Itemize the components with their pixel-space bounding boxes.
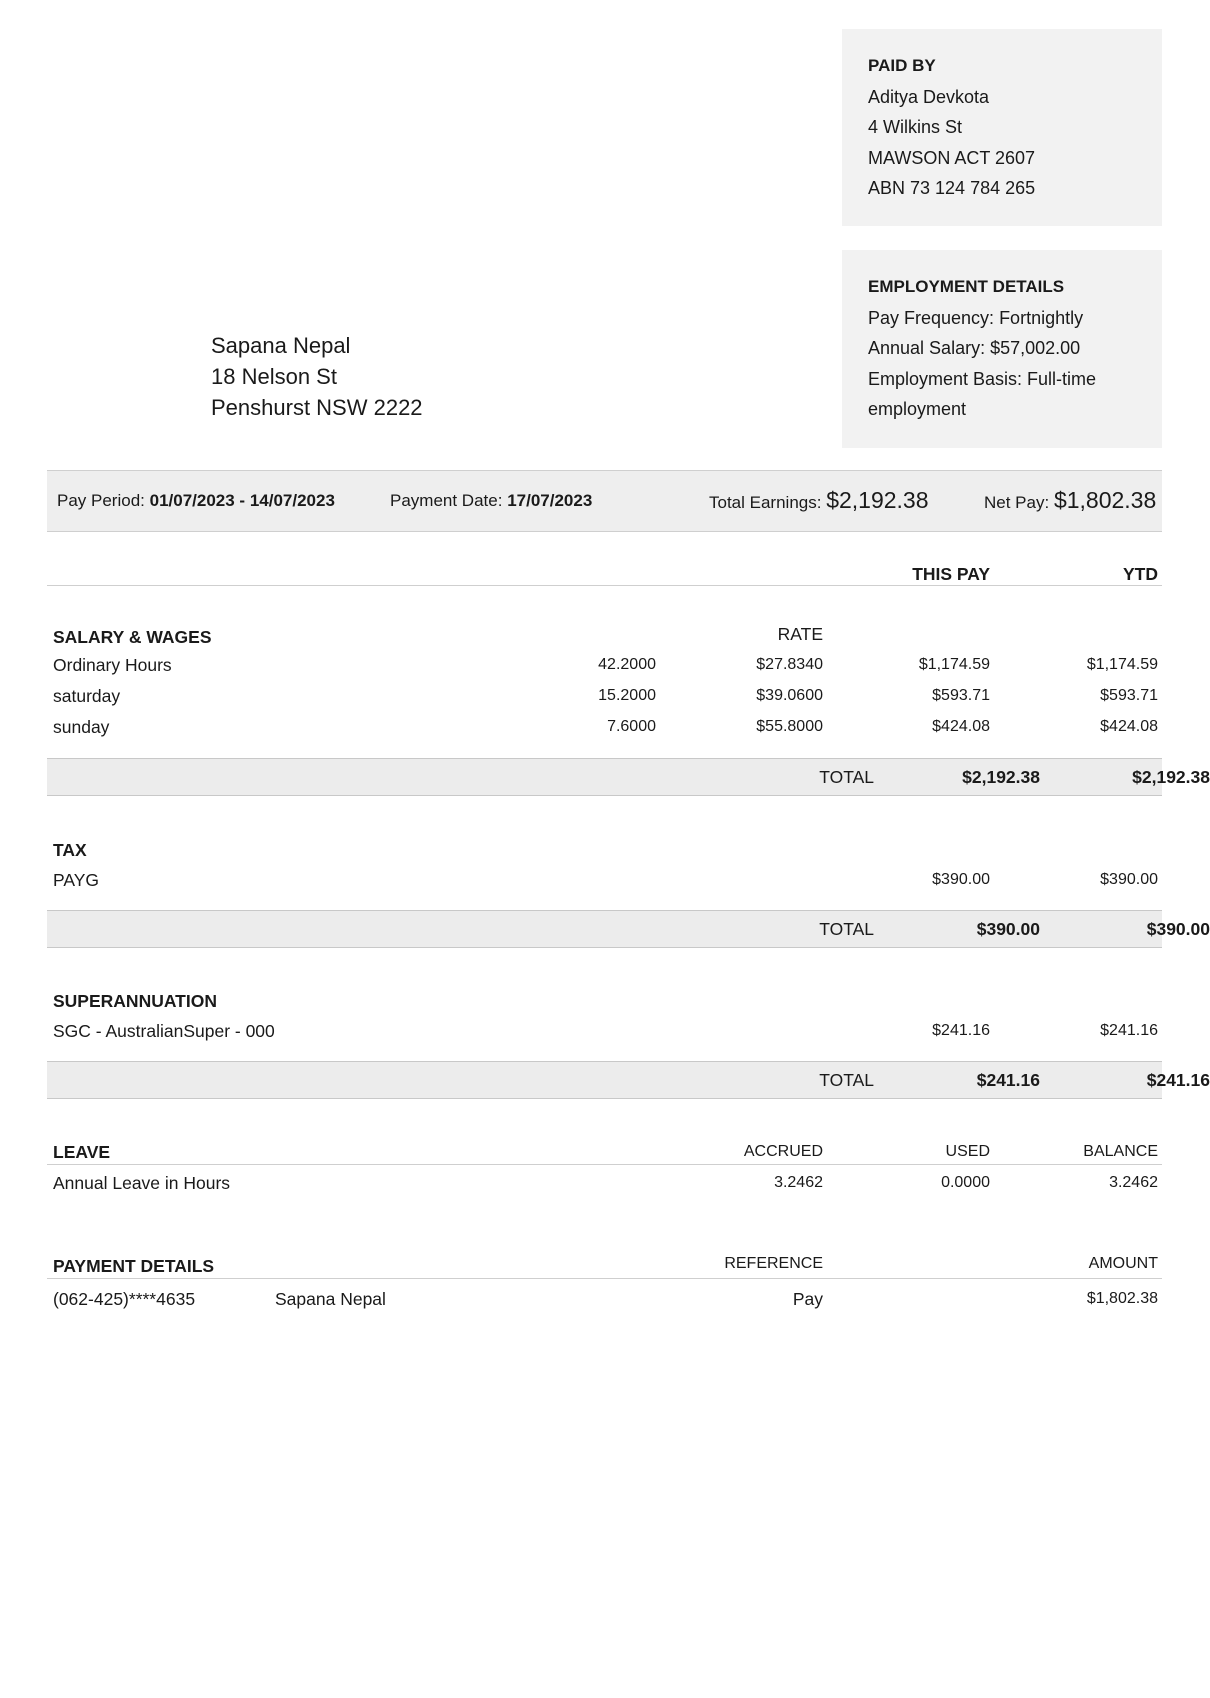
- salary-total-ytd: $2,192.38: [1132, 767, 1210, 787]
- leave-row-accrued: 3.2462: [774, 1174, 823, 1191]
- payment-row-name: Sapana Nepal: [275, 1289, 386, 1309]
- payment-header-divider: [47, 1278, 1162, 1279]
- salary-row-ytd: $593.71: [1100, 687, 1158, 704]
- super-total-ytd: $241.16: [1146, 1070, 1210, 1090]
- payment-amount-label: AMOUNT: [1088, 1255, 1158, 1272]
- employment-basis: Employment Basis: Full-time: [868, 368, 1097, 389]
- employer-street: 4 Wilkins St: [868, 117, 963, 137]
- salary-row-this-pay: $593.71: [932, 687, 990, 704]
- employer-city: MAWSON ACT 2607: [868, 147, 1036, 168]
- tax-row-ytd: $390.00: [1100, 871, 1158, 888]
- tax-row-this-pay: $390.00: [932, 871, 990, 888]
- salary-row-rate: $39.0600: [756, 687, 823, 704]
- salary-row-this-pay: $1,174.59: [918, 656, 990, 673]
- total-earnings-value: $2,192.38: [826, 487, 929, 513]
- salary-row-hours: 15.2000: [598, 687, 656, 704]
- rate-label: RATE: [777, 624, 823, 644]
- net-pay-value: $1,802.38: [1053, 487, 1157, 513]
- leave-accrued-label: ACCRUED: [743, 1143, 823, 1160]
- salary-row-ytd: $424.08: [1100, 718, 1158, 735]
- total-earnings-label: Total Earnings:: [709, 493, 822, 512]
- column-header-divider: [47, 585, 1162, 586]
- super-total-band: [47, 1061, 1210, 1099]
- recipient-address: [211, 330, 423, 423]
- employer-abn: ABN 73 124 784 265: [868, 178, 1036, 198]
- paid-by-box: [842, 29, 1162, 226]
- tax-total-ytd: $390.00: [1146, 919, 1210, 939]
- payment-date-label: Payment Date:: [390, 491, 503, 510]
- tax-heading: TAX: [53, 840, 87, 860]
- pay-frequency: Pay Frequency: Fortnightly: [868, 307, 1084, 328]
- salary-row-hours: 7.6000: [607, 718, 656, 735]
- leave-used-label: USED: [945, 1143, 990, 1160]
- salary-row-hours: 42.2000: [598, 656, 656, 673]
- leave-header-divider: [47, 1164, 1162, 1165]
- super-row-this-pay: $241.16: [932, 1022, 990, 1039]
- tax-total-this-pay: $390.00: [976, 919, 1040, 939]
- leave-heading: LEAVE: [53, 1142, 111, 1162]
- super-row-label: SGC - AustralianSuper - 000: [53, 1021, 275, 1041]
- super-heading: SUPERANNUATION: [53, 991, 217, 1011]
- employment-basis-cont: employment: [868, 399, 967, 419]
- col-this-pay: THIS PAY: [912, 564, 990, 584]
- recipient-city: Penshurst NSW 2222: [211, 395, 423, 420]
- salary-total-band: [47, 758, 1210, 796]
- recipient-street: 18 Nelson St: [211, 364, 337, 389]
- payment-date-value: 17/07/2023: [507, 491, 593, 510]
- salary-row-this-pay: $424.08: [932, 718, 990, 735]
- salary-total-this-pay: $2,192.38: [962, 767, 1040, 787]
- payment-heading: PAYMENT DETAILS: [53, 1256, 215, 1276]
- payment-row-account: (062-425)****4635: [53, 1289, 196, 1309]
- salary-row-rate: $55.8000: [756, 718, 823, 735]
- super-total-label: TOTAL: [819, 1070, 874, 1090]
- leave-row-label: Annual Leave in Hours: [53, 1173, 231, 1193]
- total-earnings: [709, 471, 929, 532]
- net-pay: [984, 471, 1156, 532]
- salary-row-rate: $27.8340: [756, 656, 823, 673]
- recipient-name: Sapana Nepal: [211, 333, 351, 358]
- pay-summary-bar: [47, 470, 1162, 532]
- leave-row-used: 0.0000: [941, 1174, 990, 1191]
- super-row-ytd: $241.16: [1100, 1022, 1158, 1039]
- super-total-this-pay: $241.16: [976, 1070, 1040, 1090]
- employment-details-box: [842, 250, 1162, 448]
- salary-row-label: saturday: [53, 686, 121, 706]
- employment-heading: EMPLOYMENT DETAILS: [868, 277, 1065, 296]
- tax-total-label: TOTAL: [819, 919, 874, 939]
- salary-total-label: TOTAL: [819, 767, 874, 787]
- payment-reference-label: REFERENCE: [724, 1255, 823, 1272]
- paid-by-heading: PAID BY: [868, 56, 936, 75]
- payment-row-amount: $1,802.38: [1086, 1290, 1158, 1307]
- payment-date: [390, 471, 592, 530]
- salary-row-label: sunday: [53, 717, 110, 737]
- salary-row-ytd: $1,174.59: [1086, 656, 1158, 673]
- col-ytd: YTD: [1123, 564, 1158, 584]
- leave-balance-label: BALANCE: [1083, 1143, 1158, 1160]
- pay-period: [57, 471, 335, 530]
- salary-row-label: Ordinary Hours: [53, 655, 172, 675]
- pay-period-label: Pay Period:: [57, 491, 145, 510]
- tax-row-label: PAYG: [53, 870, 100, 890]
- annual-salary: Annual Salary: $57,002.00: [868, 338, 1081, 358]
- salary-heading: SALARY & WAGES: [53, 627, 212, 647]
- pay-period-value: 01/07/2023 - 14/07/2023: [149, 491, 335, 510]
- net-pay-label: Net Pay:: [984, 493, 1050, 512]
- tax-total-band: [47, 910, 1210, 948]
- employer-name: Aditya Devkota: [868, 86, 990, 107]
- payment-row-reference: Pay: [792, 1289, 823, 1309]
- leave-row-balance: 3.2462: [1109, 1174, 1158, 1191]
